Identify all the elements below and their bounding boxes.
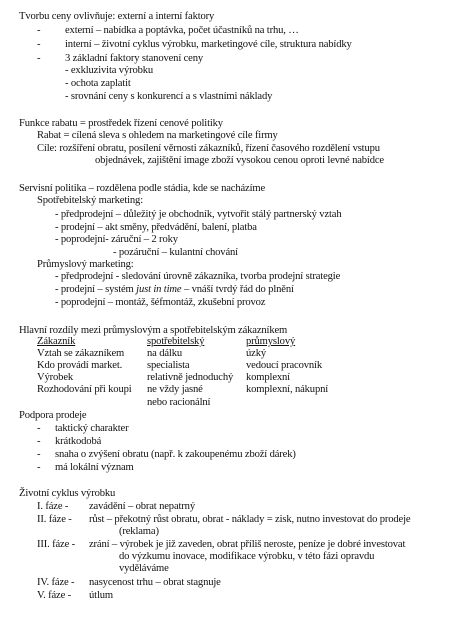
- table-cell: úzký: [246, 348, 266, 359]
- table-cell: specialista: [147, 360, 190, 371]
- section-title: Podpora prodeje: [19, 410, 87, 421]
- table-cell: Vztah se zákazníkem: [37, 348, 125, 359]
- table-cell: Výrobek: [37, 372, 74, 383]
- paragraph-line: objednávek, zajištění image zboží vysokou cenou oproti levné nabídce: [95, 155, 384, 166]
- bullet-dash: -: [37, 25, 41, 36]
- bullet-text: snaha o zvýšení obratu (např. k zakoupenému zboží dárek): [55, 449, 296, 460]
- table-cell: na dálku: [147, 348, 182, 359]
- paragraph-line: Cíle: rozšíření obratu, posílení věrnosti zákazníků, řízení časového rozdělení vstupu: [37, 143, 380, 154]
- table-header-cell: Zákazník: [37, 336, 76, 347]
- table-cell: nebo racionální: [147, 397, 211, 408]
- bullet-text: má lokální význam: [55, 462, 134, 473]
- section-title: Funkce rabatu = prostředek řízení cenové politiky: [19, 118, 223, 129]
- phase-label: V. fáze -: [37, 590, 72, 601]
- phase-text: nasycenost trhu – obrat stagnuje: [89, 577, 221, 588]
- sub-bullet: - ochota zaplatit: [65, 78, 131, 89]
- table-header-cell: spotřebitelský: [147, 336, 205, 347]
- sub-bullet: - srovnání ceny s konkurencí a s vlastními náklady: [65, 91, 273, 102]
- bullet-text: interní – životní cyklus výrobku, marketingové cíle, struktura nabídky: [65, 39, 352, 50]
- section-title: Servisní politika – rozdělena podle stádia, kde se nacházíme: [19, 183, 266, 194]
- phase-text: zrání – výrobek je již zaveden, obrat příliš neroste, peníze je dobré investovat: [89, 539, 406, 550]
- section-title: Hlavní rozdíly mezi průmyslovým a spotřebitelským zákazníkem: [19, 325, 288, 336]
- bullet-text: 3 základní faktory stanovení ceny: [65, 53, 204, 64]
- italic-term: just in time: [136, 284, 182, 295]
- phase-label: II. fáze -: [37, 514, 72, 525]
- bullet-text: krátkodobá: [55, 436, 102, 447]
- table-cell: vedoucí pracovník: [246, 360, 322, 371]
- list-item: - předprodejní – důležitý je obchodník, vytvořit stálý partnerský vztah: [55, 209, 342, 220]
- list-item: - poprodejní – montáž, šéfmontáž, zkušební provoz: [55, 297, 266, 308]
- bullet-dash: -: [37, 462, 41, 473]
- list-item: - prodejní – akt směny, předvádění, balení, platba: [55, 222, 257, 233]
- phase-text: zavádění – obrat nepatrný: [89, 501, 195, 512]
- list-item: - poprodejní- záruční – 2 roky: [55, 234, 178, 245]
- list-item: - pozáruční – kulantní chování: [113, 247, 238, 258]
- phase-label: III. fáze -: [37, 539, 76, 550]
- bullet-dash: -: [37, 39, 41, 50]
- subheading: Spotřebitelský marketing:: [37, 195, 143, 206]
- phase-text: růst – překotný růst obratu, obrat - náklady = zisk, nutno investovat do prodeje: [89, 514, 411, 525]
- table-cell: ne vždy jasné: [147, 384, 203, 395]
- phase-text: (reklama): [119, 526, 159, 537]
- phase-label: IV. fáze -: [37, 577, 75, 588]
- bullet-dash: -: [37, 53, 41, 64]
- bullet-dash: -: [37, 436, 41, 447]
- phase-text: vyděláváme: [119, 563, 169, 574]
- phase-label: I. fáze -: [37, 501, 69, 512]
- table-cell: Kdo provádí market.: [37, 360, 123, 371]
- bullet-text: externí – nabídka a poptávka, počet účastníků na trhu, …: [65, 25, 299, 36]
- paragraph-line: Rabat = cílená sleva s ohledem na marketingové cíle firmy: [37, 130, 278, 141]
- list-item: [55, 284, 294, 296]
- bullet-dash: -: [37, 449, 41, 460]
- phase-text: útlum: [89, 590, 113, 601]
- list-item: - předprodejní - sledování úrovně zákazníka, tvorba prodejní strategie: [55, 271, 341, 282]
- bullet-dash: -: [37, 423, 41, 434]
- table-cell: relativně jednoduchý: [147, 372, 234, 383]
- list-item-text: – vnáší tvrdý řád do plnění: [181, 284, 294, 295]
- section-title: Životní cyklus výrobku: [19, 488, 116, 499]
- table-cell: komplexní, nákupní: [246, 384, 329, 395]
- table-cell: komplexní: [246, 372, 290, 383]
- table-cell: Rozhodování při koupi: [37, 384, 132, 395]
- sub-bullet: - exkluzivita výrobku: [65, 65, 154, 76]
- table-header-cell: průmyslový: [246, 336, 296, 347]
- phase-text: do výzkumu inovace, modifikace výrobku, v této fázi opravdu: [119, 551, 375, 562]
- list-item-text: - prodejní – systém: [55, 284, 137, 295]
- bullet-text: taktický charakter: [55, 423, 129, 434]
- section-title: Tvorbu ceny ovlivňuje: externí a interní faktory: [19, 11, 215, 22]
- subheading: Průmyslový marketing:: [37, 259, 134, 270]
